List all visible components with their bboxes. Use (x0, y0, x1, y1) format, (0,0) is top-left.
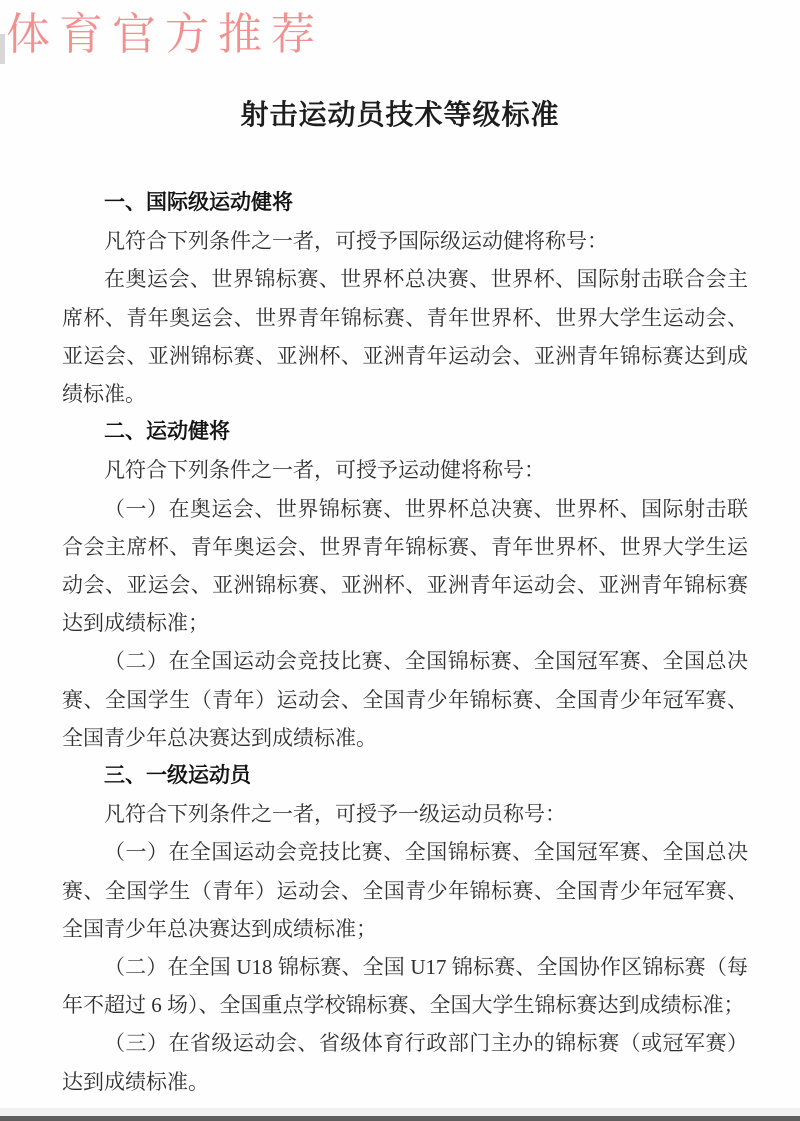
paragraph-master-condition-1: （一）在奥运会、世界锦标赛、世界杯总决赛、世界杯、国际射击联合会主席杯、青年奥运会、世界青年锦标赛、青年世界杯、世界大学生运动会、亚运会、亚洲锦标赛、亚洲杯、亚洲青年运动会、亚洲青年锦标赛达到成绩标准； (62, 496, 748, 636)
paragraph-first-class-condition-1: （一）在全国运动会竞技比赛、全国锦标赛、全国冠军赛、全国总决赛、全国学生（青年）运动会、全国青少年锦标赛、全国青少年冠军赛、全国青少年总决赛达到成绩标准； (62, 840, 748, 941)
section-heading-international-master: 一、国际级运动健将 (104, 191, 293, 214)
section-heading-master: 二、运动健将 (104, 420, 230, 444)
scan-edge-artifact (0, 34, 5, 64)
paragraph-intl-master-intro: 凡符合下列条件之一者，可授予国际级运动健将称号： (104, 229, 608, 254)
paragraph-intl-master-condition: 在奥运会、世界锦标赛、世界杯总决赛、世界杯、国际射击联合会主席杯、青年奥运会、世界青年锦标赛、青年世界杯、世界大学生运动会、亚运会、亚洲锦标赛、亚洲杯、亚洲青年运动会、亚洲青年锦标赛达到成绩标准。 (62, 267, 748, 407)
paragraph-first-class-condition-3: （三）在省级运动会、省级体育行政部门主办的锦标赛（或冠军赛）达到成绩标准。 (62, 1031, 748, 1094)
page-bottom-fade (0, 1108, 800, 1116)
document-body (62, 184, 748, 1101)
paragraph-first-class-condition-2: （二）在全国 U18 锦标赛、全国 U17 锦标赛、全国协作区锦标赛（每年不超过 6 场）、全国重点学校锦标赛、全国大学生锦标赛达到成绩标准； (62, 955, 748, 1018)
paragraph-master-condition-2: （二）在全国运动会竞技比赛、全国锦标赛、全国冠军赛、全国总决赛、全国学生（青年）运动会、全国青少年锦标赛、全国青少年冠军赛、全国青少年总决赛达到成绩标准。 (62, 649, 748, 750)
section-heading-first-class: 三、一级运动员 (104, 764, 251, 788)
document-title: 射击运动员技术等级标准 (240, 100, 560, 131)
paragraph-master-intro: 凡符合下列条件之一者，可授予运动健将称号： (104, 458, 545, 483)
paragraph-first-class-intro: 凡符合下列条件之一者，可授予一级运动员称号： (104, 802, 566, 827)
page-bottom-edge-bar (0, 1116, 800, 1121)
red-watermark-text: 体育官方推荐 (6, 10, 324, 59)
